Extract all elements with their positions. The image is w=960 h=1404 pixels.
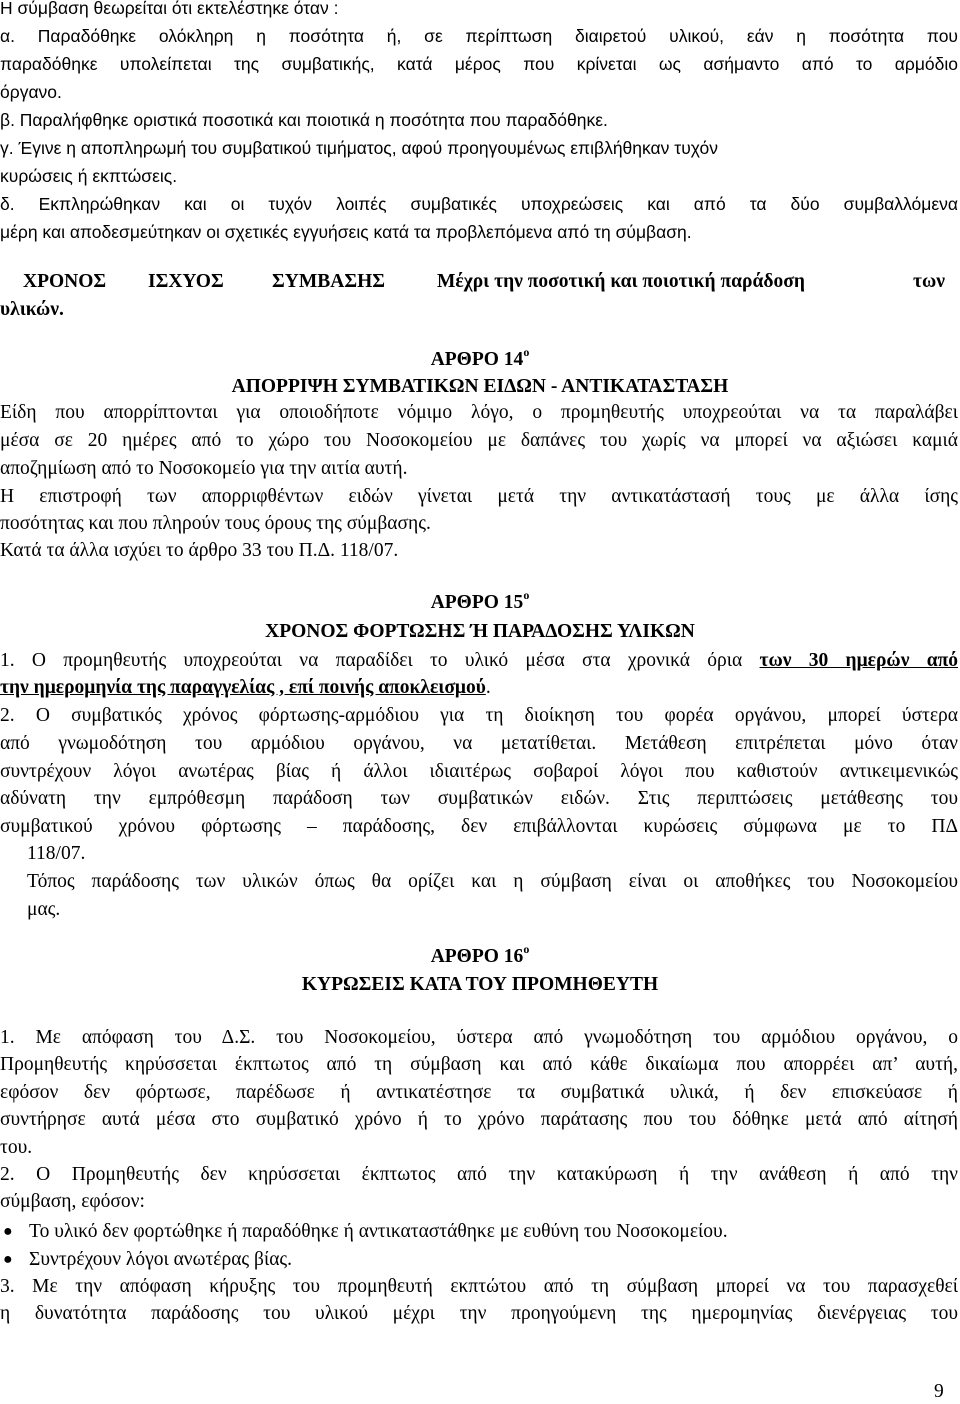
intro-line: Η σύμβαση θεωρείται ότι εκτελέστηκε όταν : [0, 0, 339, 18]
article-16-item-1: συντήρησε αυτά μέσα στο συμβατικό χρόνο ή το χρόνο παράτασης που του δόθηκε μετά από αίτησή [0, 1109, 958, 1130]
article-15-place: μας. [27, 899, 61, 920]
article-14-paragraph: αποζημίωση από το Νοσοκομείο για την αιτία αυτή. [0, 458, 408, 479]
article-16-heading: ΑΡΘΡΟ $16^o$ [430, 942, 530, 967]
article-15-item-1: 1. Ο προμηθευτής υποχρεούται να παραδίδει το υλικό μέσα στα χρονικά όρια των 30 ημερών από [0, 650, 959, 671]
article-16-item-1: Προμηθευτής κηρύσσεται έκπτωτος από τη σύμβαση και από κάθε δικαίωμα που απορρέει απ’ αυτή, [0, 1054, 958, 1075]
duration-text: υλικών. [0, 299, 64, 320]
bullet-icon: ● [3, 1251, 13, 1268]
article-16-item-3: η δυνατότητα παράδοσης του υλικού μέχρι την προηγούμενη της ημερομηνίας διενέργειας του [0, 1303, 958, 1324]
article-14-paragraph: Κατά τα άλλα ισχύει το άρθρο 33 του Π.Δ. 118/07. [0, 540, 399, 561]
article-16-item-1: εφόσον δεν φόρτωσε, παρέδωσε ή αντικατέστησε τα συμβατικά υλικά, ή δεν επισκεύασε ή [0, 1082, 958, 1103]
article-15-item-2: 2. Ο συμβατικός χρόνος φόρτωσης-αρμόδιου για τη διοίκηση του φορέα οργάνου, μπορεί ύστερα [0, 705, 958, 726]
article-16-item-1: 1. Με απόφαση του Δ.Σ. του Νοσοκομείου, ύστερα από γνωμοδότηση του αρμόδιου οργάνου, ο [0, 1027, 958, 1048]
intro-item-b: β. Παραλήφθηκε οριστικά ποσοτικά και ποιοτικά η ποσότητα που παραδόθηκε. [0, 110, 608, 130]
article-15-item-1: την ημερομηνία της παραγγελίας , επί ποινής αποκλεισμού. [0, 677, 491, 698]
intro-item-a: όργανο. [0, 82, 62, 102]
article-15-item-2: από γνωμοδότηση του αρμόδιου οργάνου, να μετατίθεται. Μετάθεση επιτρέπεται μόνο όταν [0, 733, 958, 754]
intro-item-d: μέρη και αποδεσμεύτηκαν οι σχετικές εγγυήσεις κατά τα προβλεπόμενα από τη σύμβαση. [0, 222, 692, 242]
article-15-item-2: αδύνατη την εμπρόθεσμη παράδοση των συμβατικών ειδών. Στις περιπτώσεις μετάθεσης του [0, 788, 958, 809]
document-page: Η σύμβαση θεωρείται ότι εκτελέστηκε όταν : α. Παραδόθηκε ολόκληρη η ποσότητα ή, σε περίπτωση διαιρετού υλικού, εάν η ποσότητα που παραδόθηκε υπολείπεται της συμβατικής, κατά μέρος που κρίνεται ως ασήμαντο από το αρμόδιο όργανο. β. Παραλήφθηκε οριστικά ποσοτικά και ποιοτικά η ποσότητα που παραδόθηκε. γ. Έγινε η αποπληρωμή του συμβατικού τιμήματος, αφού προηγουμένως επιβλήθηκαν τυχόν κυρώσεις ή εκπτώσεις. δ. Εκπληρώθηκαν και οι τυχόν λοιπές συμβατικές υποχρεώσεις και από τα δύο συμβαλλόμενα μέρη και αποδεσμεύτηκαν οι σχετικές εγγυήσεις κατά τα προβλεπόμενα από τη σύμβαση. ΧΡΟΝΟΣ ΙΣΧΥΟΣ ΣΥΜΒΑΣΗΣ Μέχρι την ποσοτική και ποιοτική παράδοση των υλικών. ΑΡΘΡΟ $14^o$ ΑΠΟΡΡΙΨΗ ΣΥΜΒΑΤΙΚΩΝ ΕΙΔΩΝ - ΑΝΤΙΚΑΤΑΣΤΑΣΗ Είδη που απορρίπτονται για οποιοδήποτε νόμιμο λόγο, ο προμηθευτής υποχρεούται να τα παραλάβει μέσα σε 20 ημέρες από το χώρο του Νοσοκομείου με δαπάνες του χωρίς να μπορεί να αξιώσει καμιά αποζημίωση από το Νοσοκομείο για την αιτία αυτή. Η επιστροφή των απορριφθέντων ειδών γίνεται μετά την αντικατάστασή τους με άλλα ίσης ποσότητας και που πληρούν τους όρους της σύμβασης. Κατά τα άλλα ισχύει το άρθρο 33 του Π.Δ. 118/07. ΑΡΘΡΟ $15^o$ ΧΡΟΝΟΣ ΦΟΡΤΩΣΗΣ Ή ΠΑΡΑΔΟΣΗΣ ΥΛΙΚΩΝ 1. Ο προμηθευτής υποχρεούται να παραδίδει το υλικό μέσα στα χρονικά όρια των 30 ημερών από την ημερομηνία της παραγγελίας , επί ποινής αποκλεισμού. 2. Ο συμβατικός χρόνος φόρτωσης-αρμόδιου για τη διοίκηση του φορέα οργάνου, μπορεί ύστερα από γνωμοδότηση του αρμόδιου οργάνου, να μετατίθεται. Μετάθεση επιτρέπεται μόνο όταν συντρέχουν λόγοι ανωτέρας βίας ή άλλοι ιδιαιτέρως σοβαροί λόγοι που καθιστούν αντικειμενικώς αδύνατη την εμπρόθεσμη παράδοση των συμβατικών ειδών. Στις περιπτώσεις μετάθεσης του συμβατικού χρόνου φόρτωσης – παράδοσης, δεν επιβάλλονται κυρώσεις σύμφωνα με το ΠΔ 118/07. Τόπος παράδοσης των υλικών όπως θα ορίζει και η σύμβαση είναι οι αποθήκες του Νοσοκομείου μας. ΑΡΘΡΟ $16^o$ ΚΥΡΩΣΕΙΣ ΚΑΤΑ ΤΟΥ ΠΡΟΜΗΘΕΥΤΗ 1. Με απόφαση του Δ.Σ. του Νοσοκομείου, ύστερα από γνωμοδότηση του αρμόδιου οργάνου, ο Προμηθευτής κηρύσσεται έκπτωτος από τη σύμβαση και από κάθε δικαίωμα που απορρέει απ’ αυτή, εφόσον δεν φόρτωσε, παρέδωσε ή αντικατέστησε τα συμβατικά υλικά, ή δεν επισκεύασε ή συντήρησε αυτά μέσα στο συμβατικό χρόνο ή το χρόνο παράτασης που του δόθηκε μετά από αίτησή του. 2. Ο Προμηθευτής δεν κηρύσσεται έκπτωτος από την κατακύρωση ή την ανάθεση ή από την σύμβαση, εφόσον: ● Το υλικό δεν φορτώθηκε ή παραδόθηκε ή αντικαταστάθηκε με ευθύνη του Νοσοκομείου. ● Συντρέχουν λόγοι ανωτέρας βίας. 3. Με την απόφαση κήρυξης του προμηθευτή εκπτώτου από τη σύμβαση μπορεί να του παρασχεθεί η δυνατότητα παράδοσης του υλικού μέχρι την προηγούμενη της ημερομηνίας διενέργειας του 9 [0, 0, 959, 1402]
duration-label: ΣΥΜΒΑΣΗΣ [272, 271, 385, 292]
article-16-title: ΚΥΡΩΣΕΙΣ ΚΑΤΑ ΤΟΥ ΠΡΟΜΗΘΕΥΤΗ [301, 974, 659, 995]
page-number: 9 [934, 1381, 944, 1402]
article-15-item-2: 118/07. [27, 843, 86, 864]
intro-item-a: α. Παραδόθηκε ολόκληρη η ποσότητα ή, σε περίπτωση διαιρετού υλικού, εάν η ποσότητα που [0, 26, 958, 46]
article-16-item-3: 3. Με την απόφαση κήρυξης του προμηθευτή εκπτώτου από τη σύμβαση μπορεί να του παρασχεθεί [0, 1276, 958, 1297]
duration-label: ΧΡΟΝΟΣ [23, 271, 107, 292]
article-14-paragraph: Η επιστροφή των απορριφθέντων ειδών γίνεται μετά την αντικατάστασή τους με άλλα ίσης [0, 486, 958, 507]
article-15-heading: ΑΡΘΡΟ $15^o$ [430, 588, 530, 613]
article-15-item-2: συμβατικού χρόνου φόρτωσης – παράδοσης, δεν επιβάλλονται κυρώσεις σύμφωνα με το ΠΔ [0, 816, 958, 837]
article-16-item-1: του. [0, 1137, 33, 1158]
duration-label: ΙΣΧΥΟΣ [148, 271, 224, 292]
intro-item-d: δ. Εκπληρώθηκαν και οι τυχόν λοιπές συμβατικές υποχρεώσεις και από τα δύο συμβαλλόμενα [0, 194, 958, 214]
article-15-item-2: συντρέχουν λόγοι ανωτέρας βίας ή άλλοι ιδιαιτέρως σοβαροί λόγοι που καθιστούν αντικειμενικώς [0, 761, 958, 782]
intro-item-c: γ. Έγινε η αποπληρωμή του συμβατικού τιμήματος, αφού προηγουμένως επιβλήθηκαν τυχόν [0, 138, 718, 158]
article-16-item-2: σύμβαση, εφόσον: [0, 1191, 145, 1212]
article-15-title: ΧΡΟΝΟΣ ΦΟΡΤΩΣΗΣ Ή ΠΑΡΑΔΟΣΗΣ ΥΛΙΚΩΝ [265, 621, 695, 642]
article-15-place: Τόπος παράδοσης των υλικών όπως θα ορίζει και η σύμβαση είναι οι αποθήκες του Νοσοκομείου [27, 871, 958, 892]
article-14-paragraph: ποσότητας και που πληρούν τους όρους της σύμβασης. [0, 513, 431, 534]
article-14-paragraph: Είδη που απορρίπτονται για οποιοδήποτε νόμιμο λόγο, ο προμηθευτής υποχρεούται να τα παραλάβει [0, 402, 958, 423]
article-14-paragraph: μέσα σε 20 ημέρες από το χώρο του Νοσοκομείου με δαπάνες του χωρίς να μπορεί να αξιώσει καμιά [0, 430, 958, 451]
article-16-item-2: 2. Ο Προμηθευτής δεν κηρύσσεται έκπτωτος από την κατακύρωση ή την ανάθεση ή από την [0, 1164, 958, 1185]
intro-item-a: παραδόθηκε υπολείπεται της συμβατικής, κατά μέρος που κρίνεται ως ασήμαντο από το αρμόδιο [0, 54, 958, 74]
duration-text: Μέχρι την ποσοτική και ποιοτική παράδοση [437, 271, 805, 292]
bullet-icon: ● [3, 1223, 13, 1240]
article-14-heading: ΑΡΘΡΟ $14^o$ [430, 345, 530, 370]
intro-item-c: κυρώσεις ή εκπτώσεις. [0, 166, 178, 186]
duration-text: των [913, 271, 945, 292]
article-14-title: ΑΠΟΡΡΙΨΗ ΣΥΜΒΑΤΙΚΩΝ ΕΙΔΩΝ - ΑΝΤΙΚΑΤΑΣΤΑΣΗ [231, 376, 729, 397]
